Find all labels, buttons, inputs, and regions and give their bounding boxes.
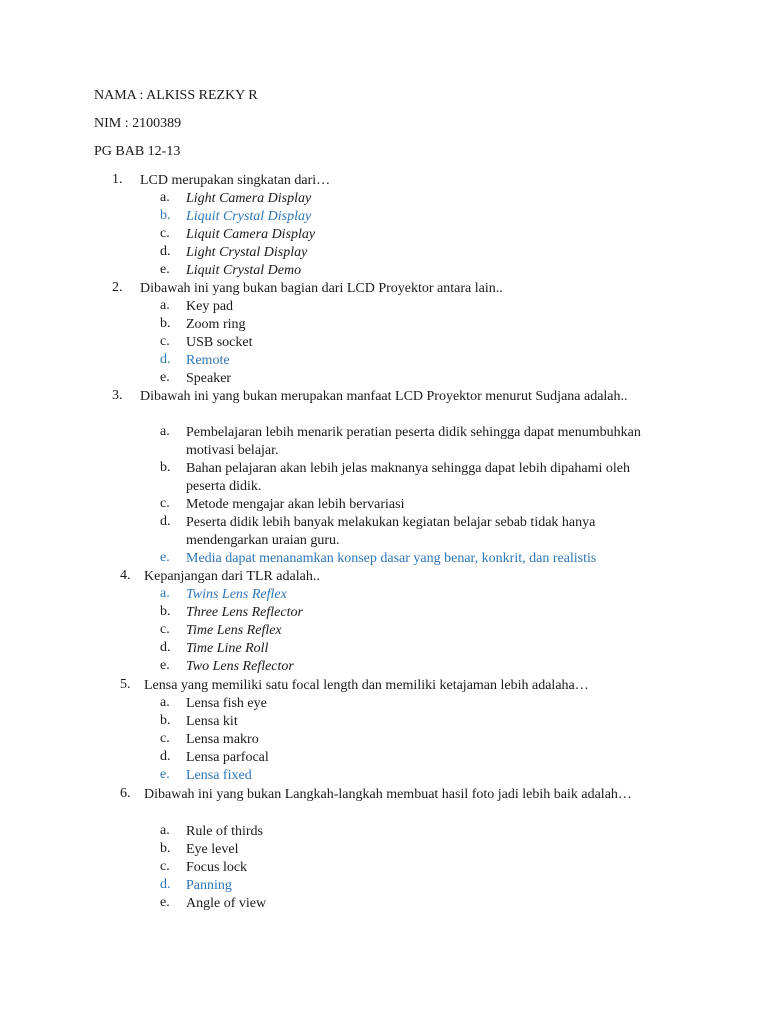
option-text: Lensa parfocal [186,750,269,765]
option-letter: b. [160,841,171,856]
option-c [0,226,768,244]
option-c [0,859,768,877]
option-e [0,262,768,280]
option-text: Liquit Crystal Display [186,209,312,224]
student-name: NAMA : ALKISS REZKY R [94,88,258,103]
option-letter: c. [160,496,170,511]
option-text: Light Crystal Display [186,245,308,260]
option-letter: c. [160,226,170,241]
option-c [0,496,768,514]
question-number: 5. [120,677,131,692]
option-letter: e. [160,767,170,782]
option-letter: d. [160,640,171,655]
question-text: LCD merupakan singkatan dari… [140,173,331,188]
question-text: Dibawah ini yang bukan merupakan manfaat LCD Proyektor menurut Sudjana adalah.. [140,389,628,404]
option-e [0,658,768,676]
option-a [0,424,768,458]
option-b [0,316,768,334]
option-c [0,731,768,749]
option-text: Twins Lens Reflex [186,587,287,602]
option-letter: d. [160,749,171,764]
option-letter: e. [160,895,170,910]
option-letter: c. [160,334,170,349]
option-e [0,550,768,568]
option-letter: c. [160,859,170,874]
option-d [0,244,768,262]
option-text: Liquit Camera Display [186,227,316,242]
option-e [0,767,768,785]
option-text: Media dapat menanamkan konsep dasar yang benar, konkrit, dan realistis [186,551,597,566]
option-text: Time Line Roll [186,641,269,656]
question-text: Dibawah ini yang bukan Langkah-langkah membuat hasil foto jadi lebih baik adalah… [144,787,632,802]
option-letter: a. [160,823,170,838]
option-text: Two Lens Reflector [186,659,294,674]
option-text: Key pad [186,299,234,314]
option-a [0,823,768,841]
option-b [0,841,768,859]
option-text: USB socket [186,335,253,350]
option-a [0,298,768,316]
option-letter: c. [160,622,170,637]
option-text: Speaker [186,371,232,386]
option-text: Three Lens Reflector [186,605,303,620]
question-text: Lensa yang memiliki satu focal length dan memiliki ketajaman lebih adalaha… [144,678,589,693]
option-letter: a. [160,190,170,205]
question-number: 1. [112,172,123,187]
option-text: Lensa fixed [186,768,252,783]
option-text: Focus lock [186,860,248,875]
option-letter: b. [160,713,171,728]
option-d [0,640,768,658]
option-text: Panning [186,878,232,893]
option-a [0,190,768,208]
option-text: Lensa makro [186,732,259,747]
question-number: 3. [112,388,123,403]
option-letter: b. [160,316,171,331]
option-text: Rule of thirds [186,824,263,839]
option-letter: c. [160,731,170,746]
option-d [0,749,768,767]
option-letter: b. [160,208,171,223]
option-text: Pembelajaran lebih menarik peratian peserta didik sehingga dapat menumbuhkan motivasi belajar. [186,425,641,458]
option-text: Liquit Crystal Demo [186,263,302,278]
option-text: Angle of view [186,896,267,911]
question-text: Kepanjangan dari TLR adalah.. [144,569,320,584]
option-text: Light Camera Display [186,191,312,206]
option-text: Remote [186,353,230,368]
option-text: Zoom ring [186,317,246,332]
question-number: 4. [120,568,131,583]
option-letter: e. [160,658,170,673]
option-c [0,334,768,352]
option-text: Lensa kit [186,714,238,729]
option-letter: a. [160,586,170,601]
option-a [0,586,768,604]
option-text: Eye level [186,842,239,857]
student-nim: NIM : 2100389 [94,116,182,131]
option-letter: a. [160,424,170,439]
option-letter: b. [160,604,171,619]
option-letter: d. [160,877,171,892]
question-number: 6. [120,786,131,801]
option-text: Peserta didik lebih banyak melakukan kegiatan belajar sebab tidak hanya mendengarkan uraian guru. [186,515,596,548]
option-letter: a. [160,298,170,313]
option-text: Metode mengajar akan lebih bervariasi [186,497,405,512]
option-letter: d. [160,244,171,259]
chapter-label: PG BAB 12-13 [94,144,181,159]
option-b [0,460,768,494]
option-text: Lensa fish eye [186,696,267,711]
option-letter: e. [160,262,170,277]
option-b [0,604,768,622]
option-letter: b. [160,460,171,475]
question-text: Dibawah ini yang bukan bagian dari LCD Proyektor antara lain.. [140,281,503,296]
option-e [0,895,768,913]
option-text: Bahan pelajaran akan lebih jelas maknanya sehingga dapat lebih dipahami oleh peserta didik. [186,461,630,494]
option-d [0,352,768,370]
option-b [0,208,768,226]
option-letter: a. [160,695,170,710]
option-letter: d. [160,514,171,529]
option-d [0,877,768,895]
option-a [0,695,768,713]
option-letter: d. [160,352,171,367]
option-letter: e. [160,370,170,385]
option-e [0,370,768,388]
option-letter: e. [160,550,170,565]
option-text: Time Lens Reflex [186,623,282,638]
question-number: 2. [112,280,123,295]
option-b [0,713,768,731]
option-c [0,622,768,640]
option-d [0,514,768,548]
